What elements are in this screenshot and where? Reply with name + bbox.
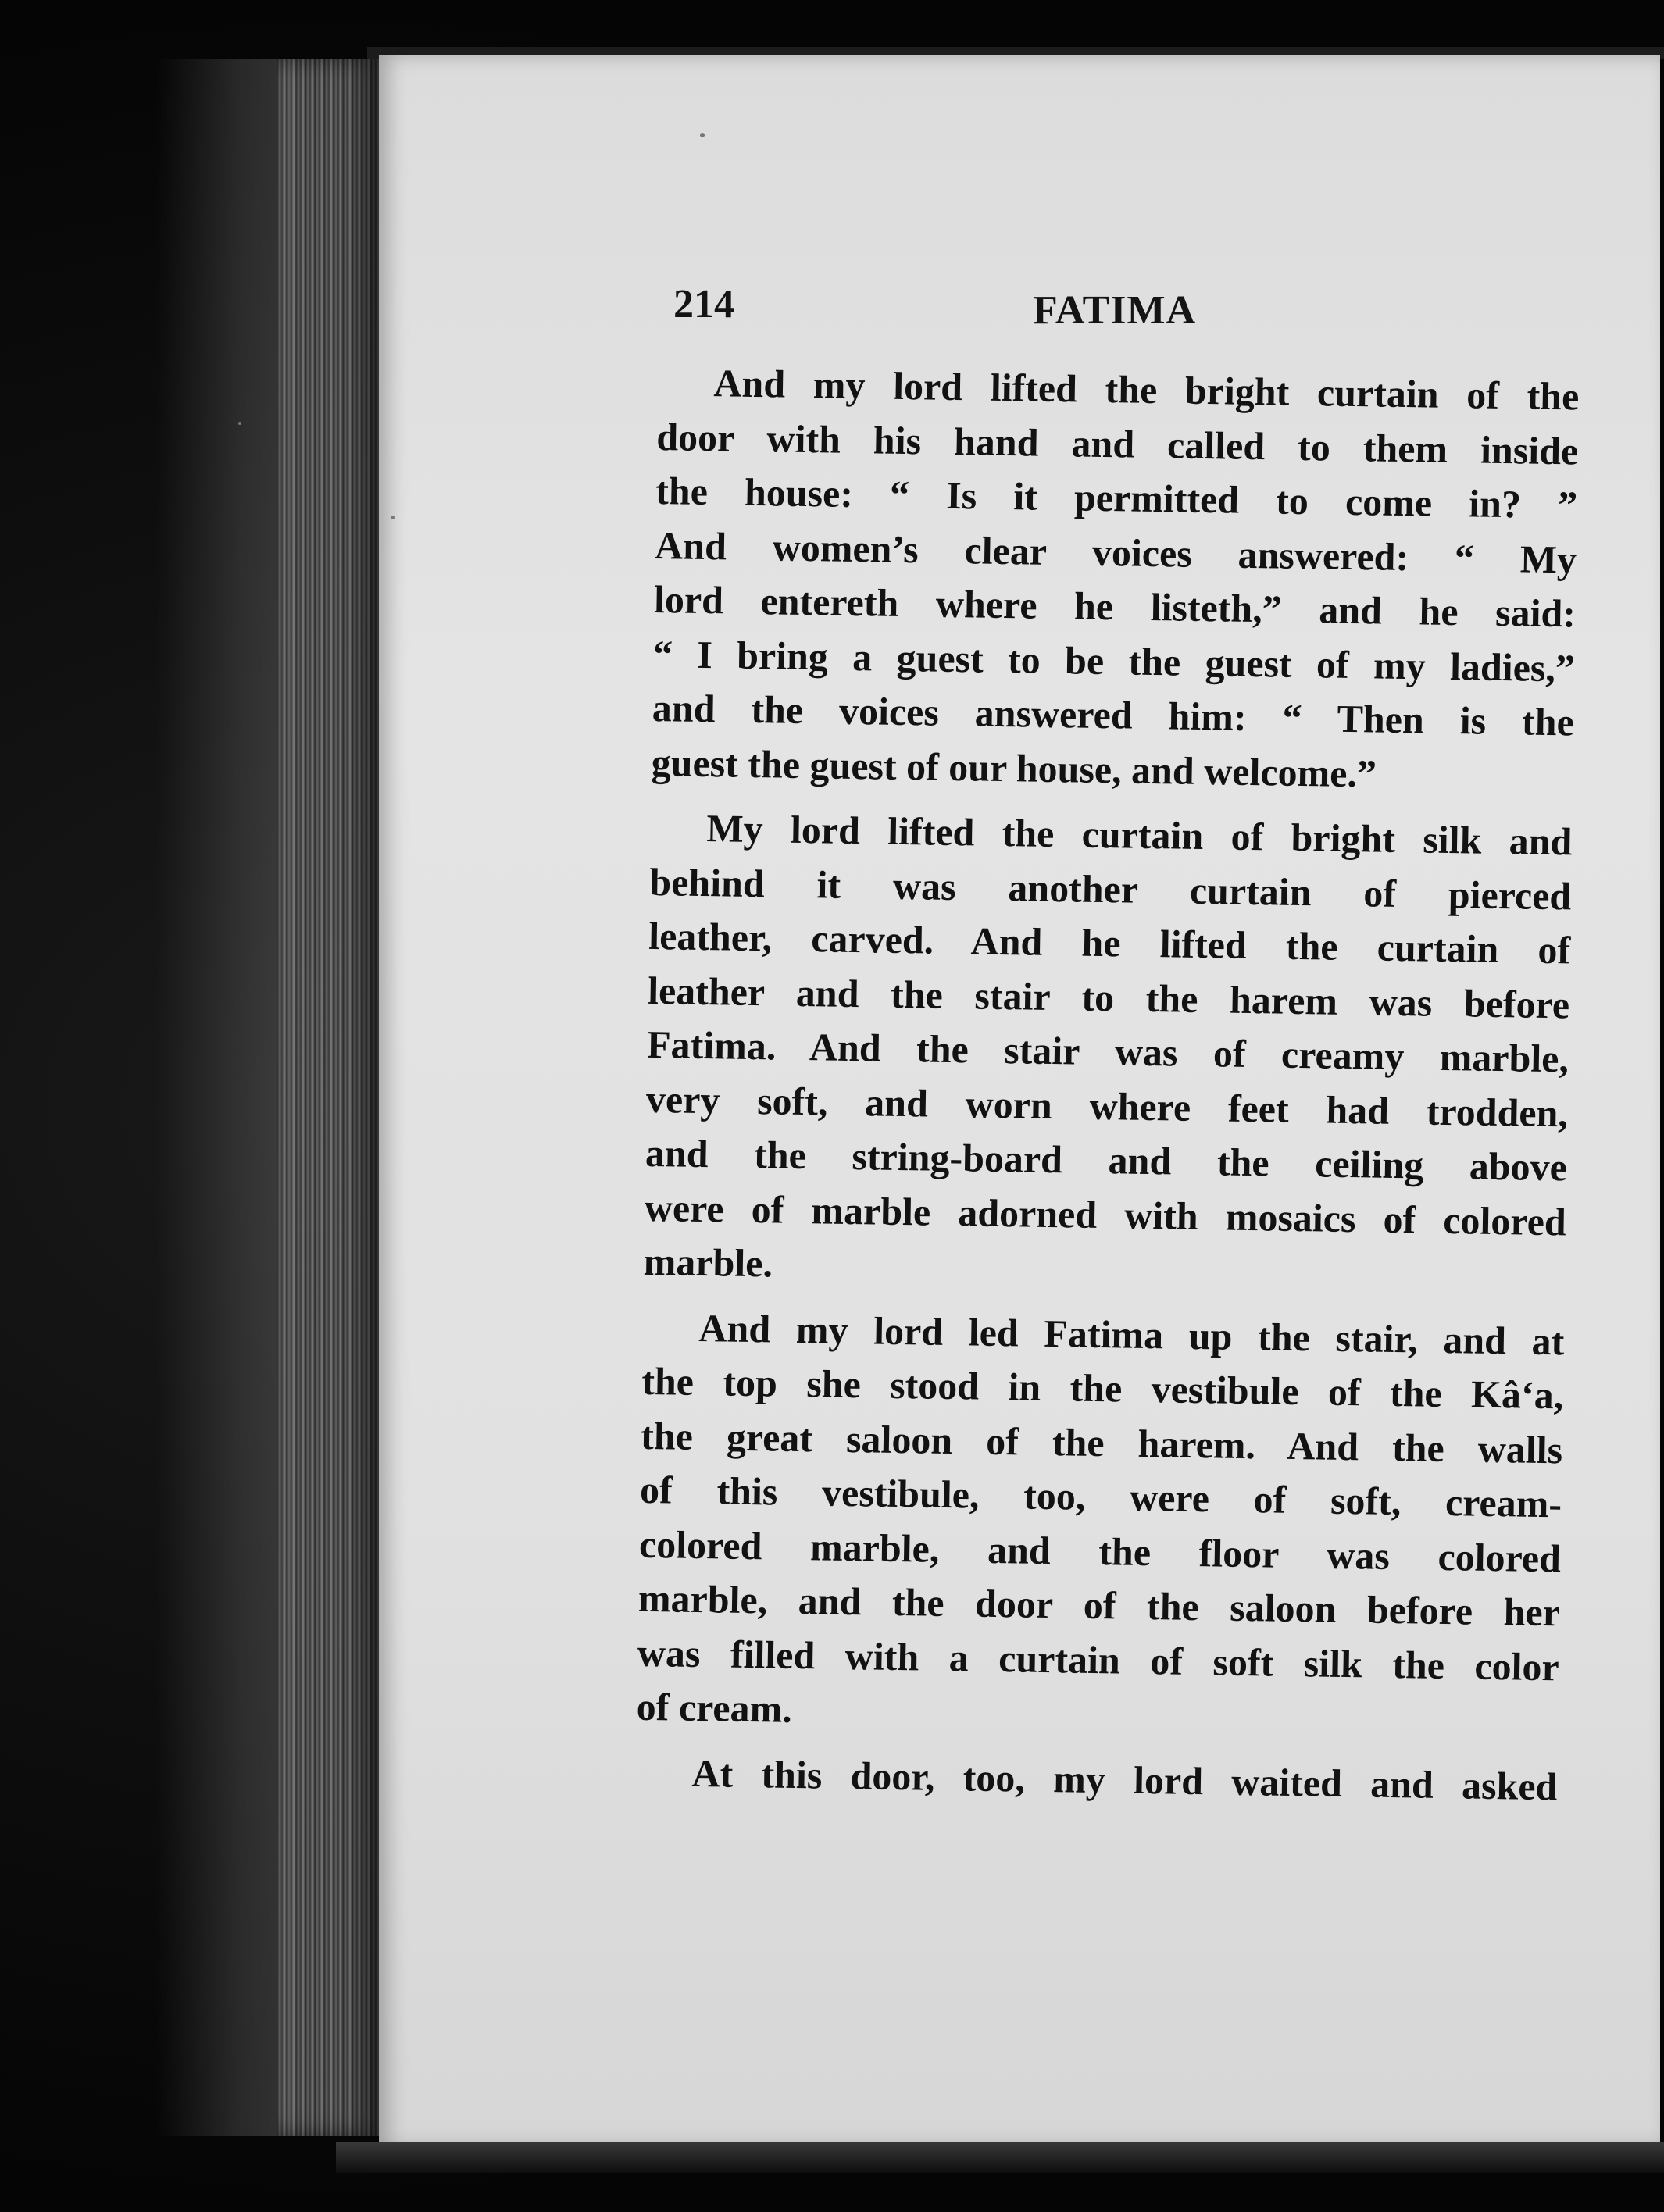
text-line: My lord lifted the curtain of bright silk and (706, 806, 1573, 864)
text-line: marble, and the door of the saloon before her (637, 1575, 1561, 1635)
page-stack-shadow (156, 59, 297, 2136)
paragraph (635, 1745, 1558, 1814)
page-number: 214 (673, 282, 734, 326)
text-line: And my lord led Fatima up the stair, and at (698, 1305, 1565, 1363)
text-line: At this door, too, my lord waited and asked (691, 1750, 1558, 1808)
text-line: the house: “ Is it permitted to come in? ” (655, 468, 1578, 527)
paragraph (651, 355, 1580, 804)
text-line: “ I bring a guest to be the guest of my ladies,” (652, 631, 1576, 690)
text-line: door with his hand and called to them inside (655, 414, 1579, 473)
text-line: was filled with a curtain of soft silk the color (637, 1630, 1560, 1689)
text-line: colored marble, and the floor was colored (638, 1522, 1562, 1580)
scan-speck (391, 516, 395, 519)
paragraph (636, 1300, 1565, 1748)
text-line: And my lord lifted the bright curtain of the (713, 361, 1580, 419)
text-line: lord entereth where he listeth,” and he said: (653, 576, 1577, 636)
text-line: of cream. (636, 1684, 793, 1731)
text-line: Fatima. And the stair was of creamy marble, (646, 1022, 1569, 1081)
body-text (635, 355, 1580, 1825)
running-title: FATIMA (1033, 288, 1197, 333)
text-line: leather and the stair to the harem was before (647, 968, 1570, 1026)
text-line: of this vestibule, too, were of soft, cream- (639, 1467, 1562, 1526)
scan-speck (238, 422, 241, 425)
book-page-stack (277, 59, 379, 2136)
text-line: were of marble adorned with mosaics of colored (644, 1185, 1567, 1243)
text-line: And women’s clear voices answered: “ My (654, 523, 1577, 582)
paragraph (643, 801, 1573, 1304)
text-line: marble. (643, 1239, 773, 1286)
text-line: leather, carved. And he lifted the curtain of (648, 913, 1571, 972)
text-line: behind it was another curtain of pierced (648, 859, 1572, 918)
text-line: and the voices answered him: “ Then is the (652, 685, 1575, 744)
text-line: guest the guest of our house, and welcome.” (651, 740, 1377, 796)
text-line: the top she stood in the vestibule of the Kâ‘a, (641, 1358, 1564, 1418)
text-line: and the string-board and the ceiling above (645, 1130, 1568, 1190)
page-bottom-edge (336, 2142, 1664, 2173)
text-line: very soft, and worn where feet had trodden, (645, 1076, 1569, 1135)
scan-speck (700, 133, 705, 137)
running-head (673, 281, 1595, 344)
text-line: the great saloon of the harem. And the walls (640, 1413, 1563, 1472)
